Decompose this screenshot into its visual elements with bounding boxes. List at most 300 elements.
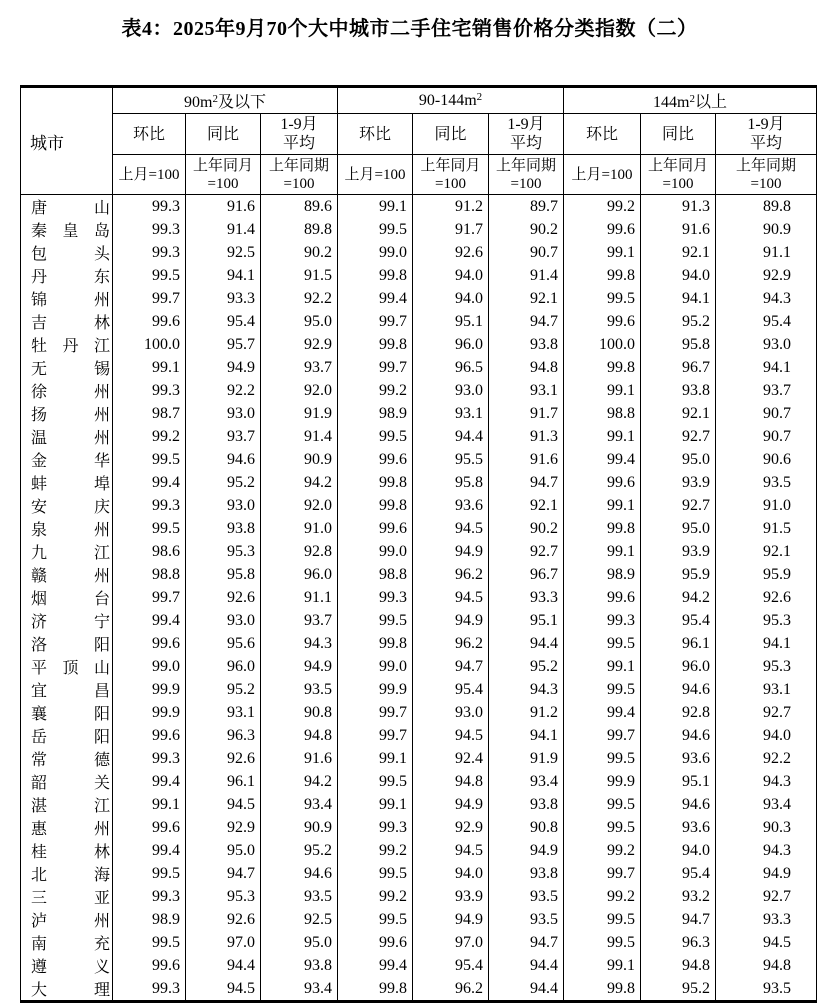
table-row <box>21 770 817 793</box>
index-value: 99.7 <box>113 586 186 609</box>
index-value: 99.5 <box>113 931 186 954</box>
table-row <box>21 862 817 885</box>
header-line: 上年同期 <box>496 157 557 174</box>
index-value: 99.5 <box>338 609 413 632</box>
index-value: 99.5 <box>564 908 641 931</box>
index-value: 99.3 <box>113 195 186 219</box>
index-value: 99.1 <box>564 379 641 402</box>
index-value: 95.9 <box>641 563 716 586</box>
header-line: 上月=100 <box>344 166 406 183</box>
index-value: 99.3 <box>338 586 413 609</box>
city-name-text <box>31 770 110 793</box>
index-value: 99.1 <box>113 356 186 379</box>
table-row <box>21 425 817 448</box>
index-value: 99.6 <box>113 310 186 333</box>
base-header-row <box>21 155 817 195</box>
index-value: 94.6 <box>261 862 338 885</box>
index-value: 99.2 <box>564 839 641 862</box>
index-value: 100.0 <box>564 333 641 356</box>
city-name-char: 林 <box>93 844 110 861</box>
index-value: 99.2 <box>338 379 413 402</box>
city-name <box>21 563 113 586</box>
header-line: 上月=100 <box>571 166 633 183</box>
index-value: 95.0 <box>641 448 716 471</box>
city-name-char: 岛 <box>93 223 110 240</box>
city-name-char: 州 <box>93 568 110 585</box>
index-value: 95.0 <box>261 310 338 333</box>
index-value: 96.7 <box>641 356 716 379</box>
city-name-char: 顶 <box>62 660 79 677</box>
index-value: 99.3 <box>564 609 641 632</box>
header-line: =100 <box>283 175 315 192</box>
table-row <box>21 609 817 632</box>
index-value: 98.7 <box>113 402 186 425</box>
table-row <box>21 195 817 219</box>
index-value: 99.5 <box>338 218 413 241</box>
index-value: 93.4 <box>716 793 817 816</box>
city-name-text <box>31 448 110 471</box>
city-name-char: 埠 <box>93 476 110 493</box>
city-name-char: 湛 <box>31 798 48 815</box>
table-row <box>21 793 817 816</box>
index-value: 99.1 <box>338 747 413 770</box>
index-value: 99.2 <box>113 425 186 448</box>
index-value: 94.5 <box>186 793 261 816</box>
group-header-row <box>21 87 817 114</box>
base-prev-month <box>564 155 641 195</box>
index-value: 94.6 <box>186 448 261 471</box>
index-value: 93.7 <box>261 609 338 632</box>
city-name-char: 山 <box>93 200 110 217</box>
index-value: 92.1 <box>641 241 716 264</box>
index-value: 94.8 <box>261 724 338 747</box>
index-value: 92.9 <box>186 816 261 839</box>
index-value: 99.5 <box>564 678 641 701</box>
index-value: 99.1 <box>564 241 641 264</box>
index-value: 99.3 <box>113 494 186 517</box>
base-same-month-last-year <box>186 155 261 195</box>
city-name-char: 赣 <box>31 568 48 585</box>
index-value: 94.0 <box>716 724 817 747</box>
city-name-text <box>31 310 110 333</box>
index-value: 92.7 <box>716 701 817 724</box>
index-value: 95.2 <box>641 977 716 1002</box>
index-value: 93.6 <box>413 494 489 517</box>
index-value: 94.4 <box>489 632 564 655</box>
base-same-period-last-year <box>489 155 564 195</box>
index-value: 91.0 <box>716 494 817 517</box>
index-value: 95.2 <box>186 471 261 494</box>
index-value: 94.9 <box>489 839 564 862</box>
group-label-part: 144m <box>653 94 690 111</box>
index-value: 89.8 <box>261 218 338 241</box>
index-value: 99.8 <box>338 471 413 494</box>
header-line: 环比 <box>586 125 619 143</box>
header-line: 同比 <box>662 125 695 143</box>
city-name-char: 州 <box>93 384 110 401</box>
index-value: 93.1 <box>716 678 817 701</box>
header-yoy <box>186 114 261 155</box>
index-value: 94.3 <box>489 678 564 701</box>
city-name-char: 州 <box>93 430 110 447</box>
index-value: 94.3 <box>716 287 817 310</box>
index-value: 95.2 <box>186 678 261 701</box>
index-value: 93.3 <box>489 586 564 609</box>
superscript: 2 <box>689 93 695 105</box>
index-value: 99.7 <box>338 701 413 724</box>
header-line: 环比 <box>132 125 165 143</box>
index-value: 99.5 <box>113 517 186 540</box>
index-value: 94.7 <box>641 908 716 931</box>
city-name-text <box>31 471 110 494</box>
index-value: 99.1 <box>564 954 641 977</box>
index-value: 94.4 <box>489 977 564 1002</box>
index-value: 99.7 <box>564 724 641 747</box>
city-name-char: 锦 <box>31 292 48 309</box>
index-value: 96.2 <box>413 632 489 655</box>
index-value: 95.8 <box>413 471 489 494</box>
base-same-month-last-year <box>413 155 489 195</box>
city-name-text <box>31 655 110 678</box>
city-name-char: 桂 <box>31 844 48 861</box>
header-line: 同比 <box>206 125 239 143</box>
city-name-char: 山 <box>93 660 110 677</box>
index-value: 96.5 <box>413 356 489 379</box>
index-value: 92.1 <box>716 540 817 563</box>
city-name <box>21 471 113 494</box>
index-value: 99.6 <box>113 632 186 655</box>
index-value: 99.9 <box>113 678 186 701</box>
index-value: 96.1 <box>641 632 716 655</box>
index-value: 99.4 <box>338 287 413 310</box>
superscript: 2 <box>476 91 483 103</box>
city-name <box>21 609 113 632</box>
city-name-char: 林 <box>93 315 110 332</box>
table-row <box>21 954 817 977</box>
city-name-char: 德 <box>93 752 110 769</box>
index-value: 96.7 <box>489 563 564 586</box>
index-value: 99.5 <box>564 632 641 655</box>
index-value: 99.8 <box>338 632 413 655</box>
index-value: 91.7 <box>489 402 564 425</box>
city-name <box>21 655 113 678</box>
city-name-char: 烟 <box>31 591 48 608</box>
index-value: 99.4 <box>113 839 186 862</box>
city-name-char: 济 <box>31 614 48 631</box>
table-row <box>21 747 817 770</box>
page-title: 表4：2025年9月70个大中城市二手住宅销售价格分类指数（二） <box>121 18 698 40</box>
table-row <box>21 356 817 379</box>
header-mom <box>338 114 413 155</box>
index-value: 92.9 <box>716 264 817 287</box>
city-name-char: 江 <box>93 545 110 562</box>
base-same-period-last-year <box>716 155 817 195</box>
index-value: 94.2 <box>641 586 716 609</box>
city-name-char: 南 <box>31 936 48 953</box>
city-name-text <box>31 356 110 379</box>
city-name-char: 三 <box>31 890 48 907</box>
city-name-char: 州 <box>93 522 110 539</box>
header-line: 上年同期 <box>268 157 329 174</box>
city-name <box>21 885 113 908</box>
city-name-char: 遵 <box>31 959 48 976</box>
index-value: 95.8 <box>641 333 716 356</box>
header-line: =100 <box>510 175 542 192</box>
index-value: 93.0 <box>186 402 261 425</box>
header-line: 上年同月 <box>420 157 481 174</box>
city-name-char: 惠 <box>31 821 48 838</box>
index-value: 90.7 <box>716 425 817 448</box>
index-value: 99.8 <box>564 517 641 540</box>
city-name <box>21 954 113 977</box>
city-name-char: 阳 <box>93 729 110 746</box>
index-value: 93.5 <box>261 678 338 701</box>
index-value: 96.3 <box>186 724 261 747</box>
index-value: 94.6 <box>641 793 716 816</box>
index-value: 99.0 <box>338 540 413 563</box>
index-value: 99.2 <box>338 839 413 862</box>
index-value: 99.3 <box>113 218 186 241</box>
base-prev-month <box>338 155 413 195</box>
city-name <box>21 310 113 333</box>
table-row <box>21 402 817 425</box>
city-name-text <box>31 977 110 1000</box>
city-name-text <box>31 701 110 724</box>
city-name-text <box>31 218 110 241</box>
header-line: 1-9月 <box>507 116 545 133</box>
city-name-text <box>31 747 110 770</box>
group-label-part: 以上 <box>694 94 727 111</box>
index-value: 99.1 <box>338 195 413 219</box>
group-label-part: 及以下 <box>217 94 266 111</box>
city-name-text <box>31 563 110 586</box>
index-value: 95.0 <box>186 839 261 862</box>
index-value: 91.0 <box>261 517 338 540</box>
index-value: 93.3 <box>716 908 817 931</box>
table-row <box>21 241 817 264</box>
index-value: 92.4 <box>413 747 489 770</box>
index-value: 94.5 <box>413 724 489 747</box>
index-value: 99.1 <box>564 540 641 563</box>
index-value: 91.4 <box>186 218 261 241</box>
city-name-char: 北 <box>31 867 48 884</box>
index-value: 99.5 <box>338 425 413 448</box>
index-value: 90.8 <box>489 816 564 839</box>
header-yoy <box>413 114 489 155</box>
index-value: 92.5 <box>186 241 261 264</box>
city-name-text <box>31 425 110 448</box>
index-value: 99.3 <box>113 241 186 264</box>
city-name-text <box>31 816 110 839</box>
index-value: 94.9 <box>413 609 489 632</box>
index-value: 94.8 <box>413 770 489 793</box>
index-value: 94.8 <box>641 954 716 977</box>
index-value: 95.2 <box>489 655 564 678</box>
city-name-text <box>31 517 110 540</box>
city-name-char: 韶 <box>31 775 48 792</box>
index-value: 99.4 <box>113 471 186 494</box>
index-value: 99.0 <box>113 655 186 678</box>
index-value: 95.9 <box>716 563 817 586</box>
group-header-90-and-below <box>113 87 338 114</box>
city-name-char: 头 <box>93 246 110 263</box>
index-value: 89.8 <box>716 195 817 219</box>
index-value: 91.5 <box>716 517 817 540</box>
index-value: 95.7 <box>186 333 261 356</box>
index-value: 99.5 <box>338 862 413 885</box>
index-value: 99.6 <box>564 471 641 494</box>
index-value: 99.8 <box>564 977 641 1002</box>
index-value: 99.2 <box>338 885 413 908</box>
city-name <box>21 678 113 701</box>
index-value: 95.1 <box>641 770 716 793</box>
city-name-char: 州 <box>93 292 110 309</box>
group-header-144-above <box>564 87 817 114</box>
header-line: =100 <box>207 175 239 192</box>
index-value: 90.9 <box>716 218 817 241</box>
index-value: 89.6 <box>261 195 338 219</box>
table-header <box>21 87 817 195</box>
index-value: 90.3 <box>716 816 817 839</box>
index-value: 99.4 <box>338 954 413 977</box>
index-value: 99.0 <box>338 241 413 264</box>
index-value: 95.4 <box>641 609 716 632</box>
city-name-text <box>31 333 110 356</box>
city-name <box>21 448 113 471</box>
index-value: 94.5 <box>413 517 489 540</box>
city-name-text <box>31 793 110 816</box>
index-value: 99.5 <box>338 908 413 931</box>
city-name-char: 江 <box>93 798 110 815</box>
city-name <box>21 540 113 563</box>
index-value: 94.4 <box>489 954 564 977</box>
city-name <box>21 517 113 540</box>
base-same-month-last-year <box>641 155 716 195</box>
index-value: 99.3 <box>113 379 186 402</box>
index-value: 99.1 <box>338 793 413 816</box>
index-value: 90.6 <box>716 448 817 471</box>
price-index-table <box>20 85 817 1003</box>
index-value: 95.4 <box>641 862 716 885</box>
index-value: 98.6 <box>113 540 186 563</box>
index-value: 92.7 <box>641 494 716 517</box>
table-row <box>21 517 817 540</box>
index-value: 94.9 <box>413 540 489 563</box>
city-name-char: 关 <box>93 775 110 792</box>
city-name-text <box>31 287 110 310</box>
index-value: 92.7 <box>716 885 817 908</box>
index-value: 93.0 <box>413 701 489 724</box>
index-value: 93.6 <box>641 747 716 770</box>
city-name <box>21 793 113 816</box>
index-value: 92.7 <box>641 425 716 448</box>
city-name-char: 泉 <box>31 522 48 539</box>
table-body <box>21 195 817 1002</box>
city-name-char: 蚌 <box>31 476 48 493</box>
city-name-text <box>31 264 110 287</box>
city-name-char: 常 <box>31 752 48 769</box>
city-name-text <box>31 839 110 862</box>
table-row <box>21 540 817 563</box>
index-value: 94.7 <box>489 931 564 954</box>
index-value: 94.7 <box>413 655 489 678</box>
city-name <box>21 701 113 724</box>
table-row <box>21 701 817 724</box>
index-value: 96.0 <box>261 563 338 586</box>
city-name-char: 宁 <box>93 614 110 631</box>
index-value: 94.8 <box>716 954 817 977</box>
index-value: 92.5 <box>261 908 338 931</box>
index-value: 94.5 <box>413 839 489 862</box>
table-row <box>21 218 817 241</box>
index-value: 99.6 <box>113 724 186 747</box>
index-value: 94.2 <box>261 770 338 793</box>
table-row <box>21 977 817 1002</box>
index-value: 99.4 <box>564 701 641 724</box>
index-value: 99.3 <box>113 747 186 770</box>
index-value: 99.8 <box>338 333 413 356</box>
city-name-char: 平 <box>31 660 48 677</box>
table-row <box>21 655 817 678</box>
index-value: 95.1 <box>489 609 564 632</box>
city-name-text <box>31 379 110 402</box>
index-value: 92.6 <box>186 586 261 609</box>
index-value: 95.0 <box>261 931 338 954</box>
index-value: 99.7 <box>338 356 413 379</box>
index-value: 93.0 <box>186 609 261 632</box>
index-value: 91.6 <box>186 195 261 219</box>
table-row <box>21 264 817 287</box>
city-name-text <box>31 678 110 701</box>
index-value: 93.8 <box>489 333 564 356</box>
index-value: 93.8 <box>641 379 716 402</box>
index-value: 90.7 <box>489 241 564 264</box>
index-value: 96.2 <box>413 563 489 586</box>
index-value: 94.9 <box>186 356 261 379</box>
table-row <box>21 724 817 747</box>
city-name <box>21 425 113 448</box>
index-value: 92.2 <box>716 747 817 770</box>
index-value: 99.6 <box>338 517 413 540</box>
index-value: 92.2 <box>186 379 261 402</box>
index-value: 94.4 <box>186 954 261 977</box>
index-value: 94.1 <box>186 264 261 287</box>
index-value: 95.4 <box>413 678 489 701</box>
header-avg <box>261 114 338 155</box>
index-value: 99.7 <box>338 724 413 747</box>
index-value: 99.5 <box>564 793 641 816</box>
header-line: 平均 <box>750 135 783 152</box>
index-value: 96.0 <box>186 655 261 678</box>
index-value: 93.8 <box>489 793 564 816</box>
city-name-char: 皇 <box>62 223 79 240</box>
index-value: 89.7 <box>489 195 564 219</box>
city-name <box>21 287 113 310</box>
index-value: 94.7 <box>489 310 564 333</box>
header-line: =100 <box>662 175 694 192</box>
table-row <box>21 586 817 609</box>
index-value: 93.9 <box>641 471 716 494</box>
city-name-char: 唐 <box>31 200 48 217</box>
city-name <box>21 264 113 287</box>
index-value: 95.8 <box>186 563 261 586</box>
index-value: 95.3 <box>716 609 817 632</box>
index-value: 93.3 <box>186 287 261 310</box>
index-value: 95.4 <box>186 310 261 333</box>
index-value: 92.9 <box>413 816 489 839</box>
index-value: 98.9 <box>564 563 641 586</box>
table-row <box>21 310 817 333</box>
